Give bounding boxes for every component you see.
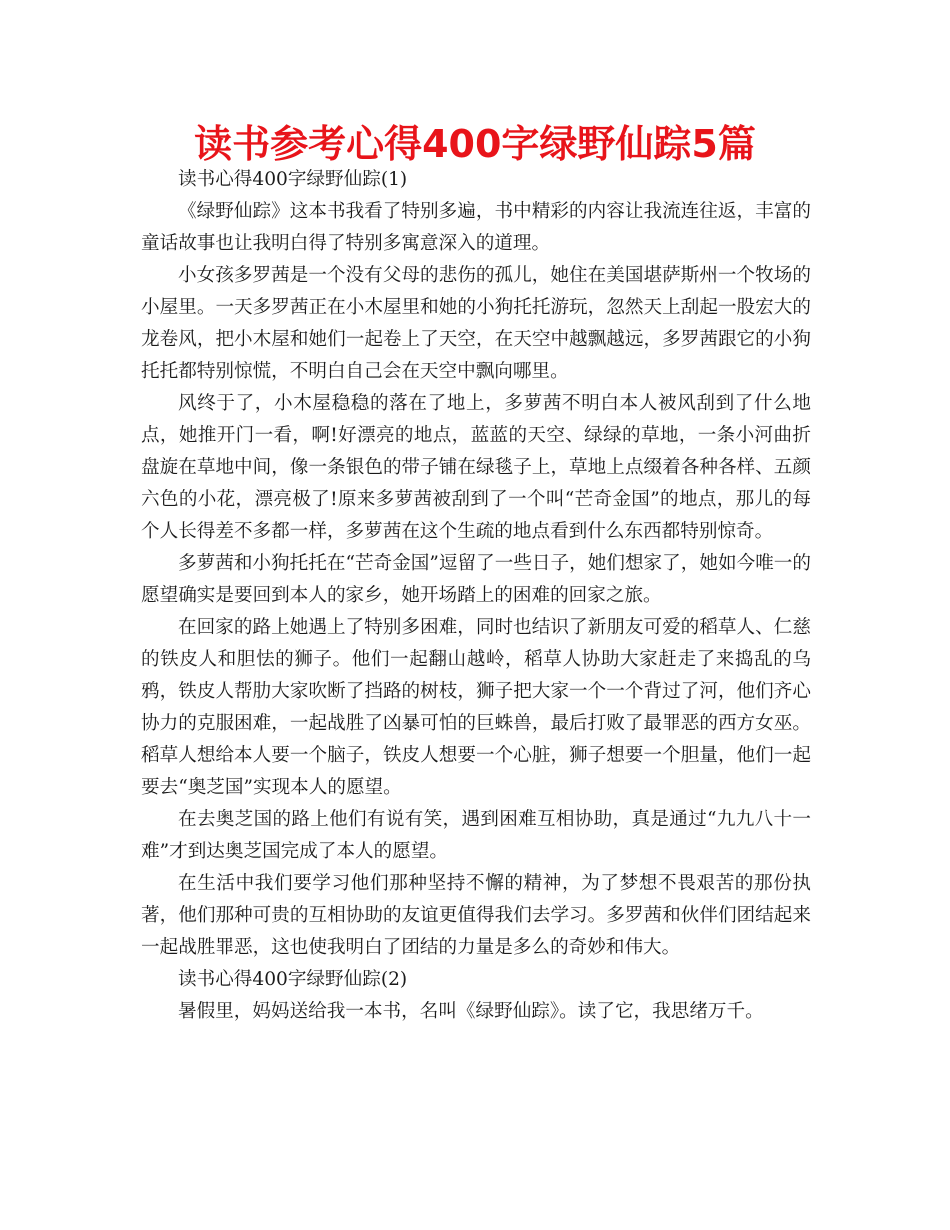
- paragraph: 在生活中我们要学习他们那种坚持不懈的精神，为了梦想不畏艰苦的那份执著，他们那种可贵的互相协助的友谊更值得我们去学习。多罗茜和伙伴们团结起来一起战胜罪恶，这也使我明白了团结的力量是多么的奇妙和伟大。: [141, 873, 811, 958]
- section-heading-2: 读书心得400字绿野仙踪(2): [178, 969, 408, 990]
- paragraph: 在去奥芝国的路上他们有说有笑，遇到困难互相协助，真是通过“九九八十一难”才到达奥芝国完成了本人的愿望。: [141, 809, 811, 862]
- paragraph: 暑假里，妈妈送给我一本书，名叫《绿野仙踪》。读了它，我思绪万千。: [178, 1001, 764, 1022]
- paragraph: 《绿野仙踪》这本书我看了特别多遍，书中精彩的内容让我流连往返，丰富的童话故事也让我明白得了特别多寓意深入的道理。: [141, 201, 811, 254]
- paragraph: 多萝茜和小狗托托在“芒奇金国”逗留了一些日子，她们想家了，她如今唯一的愿望确实是要回到本人的家乡，她开场踏上的困难的回家之旅。: [141, 553, 811, 606]
- document-title: 读书参考心得400字绿野仙踪5篇: [194, 122, 756, 166]
- paragraph: 风终于了，小木屋稳稳的落在了地上，多萝茜不明白本人被风刮到了什么地点，她推开门一看，啊!好漂亮的地点，蓝蓝的天空、绿绿的草地，一条小河曲折盘旋在草地中间，像一条银色的带子铺在绿毯子上，草地上点缀着各种各样、五颜六色的小花，漂亮极了!原来多萝茜被刮到了一个叫“芒奇金国”的地点，那儿的每个人长得差不多都一样，多萝茜在这个生疏的地点看到什么东西都特别惊奇。: [141, 393, 811, 542]
- section-heading-1: 读书心得400字绿野仙踪(1): [178, 169, 408, 190]
- paragraph: 小女孩多罗茜是一个没有父母的悲伤的孤儿，她住在美国堪萨斯州一个牧场的小屋里。一天多罗茜正在小木屋里和她的小狗托托游玩，忽然天上刮起一股宏大的龙卷风，把小木屋和她们一起卷上了天空，在天空中越飘越远，多罗茜跟它的小狗托托都特别惊慌，不明白自己会在天空中飘向哪里。: [141, 265, 811, 382]
- paragraph: 在回家的路上她遇上了特别多困难，同时也结识了新朋友可爱的稻草人、仁慈的铁皮人和胆怯的狮子。他们一起翻山越岭，稻草人协助大家赶走了来捣乱的乌鸦，铁皮人帮肋大家吹断了挡路的树枝，狮子把大家一个一个背过了河，他们齐心协力的克服困难，一起战胜了凶暴可怕的巨蛛兽，最后打败了最罪恶的西方女巫。稻草人想给本人要一个脑子，铁皮人想要一个心脏，狮子想要一个胆量，他们一起要去“奥芝国”实现本人的愿望。: [141, 617, 811, 798]
- document-body: [141, 164, 811, 1028]
